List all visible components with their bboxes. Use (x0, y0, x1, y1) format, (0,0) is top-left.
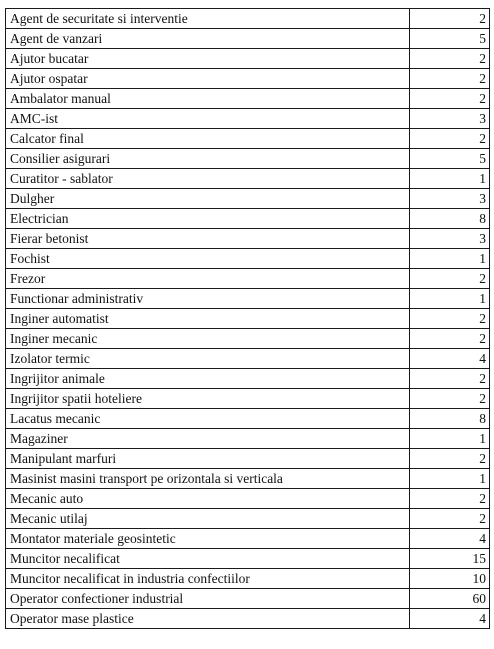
occupation-cell: Consilier asigurari (6, 149, 410, 169)
vacancy-count-cell: 60 (410, 589, 490, 609)
table-row (6, 9, 490, 29)
occupation-cell: Operator mase plastice (6, 609, 410, 629)
table-row (6, 429, 490, 449)
vacancy-count-cell: 2 (410, 69, 490, 89)
vacancy-count-cell: 1 (410, 429, 490, 449)
vacancy-count-cell: 3 (410, 229, 490, 249)
table-row (6, 209, 490, 229)
table-row (6, 149, 490, 169)
vacancy-count-cell: 2 (410, 89, 490, 109)
table-row (6, 609, 490, 629)
occupation-cell: Mecanic auto (6, 489, 410, 509)
table-row (6, 249, 490, 269)
occupation-cell: Mecanic utilaj (6, 509, 410, 529)
vacancy-count-cell: 2 (410, 269, 490, 289)
table-row (6, 129, 490, 149)
occupation-cell: Agent de securitate si interventie (6, 9, 410, 29)
table-row (6, 229, 490, 249)
vacancy-count-cell: 2 (410, 49, 490, 69)
job-vacancies-document (5, 8, 489, 629)
vacancy-count-cell: 10 (410, 569, 490, 589)
table-row (6, 189, 490, 209)
table-row (6, 369, 490, 389)
vacancy-count-cell: 1 (410, 249, 490, 269)
table-row (6, 89, 490, 109)
occupation-cell: Muncitor necalificat in industria confectiilor (6, 569, 410, 589)
occupation-cell: Electrician (6, 209, 410, 229)
vacancy-count-cell: 2 (410, 489, 490, 509)
job-vacancies-table (5, 8, 490, 629)
occupation-cell: Ajutor ospatar (6, 69, 410, 89)
occupation-cell: Masinist masini transport pe orizontala si verticala (6, 469, 410, 489)
table-row (6, 549, 490, 569)
table-row (6, 349, 490, 369)
table-row (6, 489, 490, 509)
vacancy-count-cell: 5 (410, 149, 490, 169)
table-row (6, 69, 490, 89)
occupation-cell: Operator confectioner industrial (6, 589, 410, 609)
table-row (6, 309, 490, 329)
vacancy-count-cell: 2 (410, 389, 490, 409)
occupation-cell: Dulgher (6, 189, 410, 209)
occupation-cell: Inginer automatist (6, 309, 410, 329)
vacancy-count-cell: 8 (410, 409, 490, 429)
occupation-cell: AMC-ist (6, 109, 410, 129)
vacancy-count-cell: 2 (410, 449, 490, 469)
occupation-cell: Montator materiale geosintetic (6, 529, 410, 549)
vacancy-count-cell: 2 (410, 369, 490, 389)
occupation-cell: Izolator termic (6, 349, 410, 369)
vacancy-count-cell: 3 (410, 109, 490, 129)
occupation-cell: Agent de vanzari (6, 29, 410, 49)
vacancy-count-cell: 2 (410, 329, 490, 349)
occupation-cell: Fierar betonist (6, 229, 410, 249)
vacancy-count-cell: 8 (410, 209, 490, 229)
table-row (6, 589, 490, 609)
vacancy-count-cell: 15 (410, 549, 490, 569)
occupation-cell: Frezor (6, 269, 410, 289)
table-row (6, 289, 490, 309)
occupation-cell: Inginer mecanic (6, 329, 410, 349)
occupation-cell: Curatitor - sablator (6, 169, 410, 189)
occupation-cell: Muncitor necalificat (6, 549, 410, 569)
vacancy-count-cell: 4 (410, 609, 490, 629)
table-row (6, 329, 490, 349)
occupation-cell: Magaziner (6, 429, 410, 449)
table-row (6, 389, 490, 409)
occupation-cell: Ajutor bucatar (6, 49, 410, 69)
occupation-cell: Calcator final (6, 129, 410, 149)
vacancy-count-cell: 3 (410, 189, 490, 209)
table-row (6, 49, 490, 69)
table-row (6, 409, 490, 429)
vacancy-count-cell: 1 (410, 289, 490, 309)
occupation-cell: Fochist (6, 249, 410, 269)
occupation-cell: Ambalator manual (6, 89, 410, 109)
table-row (6, 449, 490, 469)
vacancy-count-cell: 1 (410, 169, 490, 189)
vacancy-count-cell: 4 (410, 529, 490, 549)
occupation-cell: Functionar administrativ (6, 289, 410, 309)
table-row (6, 469, 490, 489)
vacancy-count-cell: 2 (410, 9, 490, 29)
occupation-cell: Lacatus mecanic (6, 409, 410, 429)
occupation-cell: Ingrijitor spatii hoteliere (6, 389, 410, 409)
table-row (6, 569, 490, 589)
occupation-cell: Ingrijitor animale (6, 369, 410, 389)
vacancy-count-cell: 5 (410, 29, 490, 49)
table-row (6, 509, 490, 529)
table-body (6, 9, 490, 629)
vacancy-count-cell: 1 (410, 469, 490, 489)
table-row (6, 529, 490, 549)
table-row (6, 109, 490, 129)
vacancy-count-cell: 2 (410, 129, 490, 149)
vacancy-count-cell: 2 (410, 509, 490, 529)
occupation-cell: Manipulant marfuri (6, 449, 410, 469)
table-row (6, 29, 490, 49)
vacancy-count-cell: 4 (410, 349, 490, 369)
vacancy-count-cell: 2 (410, 309, 490, 329)
table-row (6, 269, 490, 289)
table-row (6, 169, 490, 189)
